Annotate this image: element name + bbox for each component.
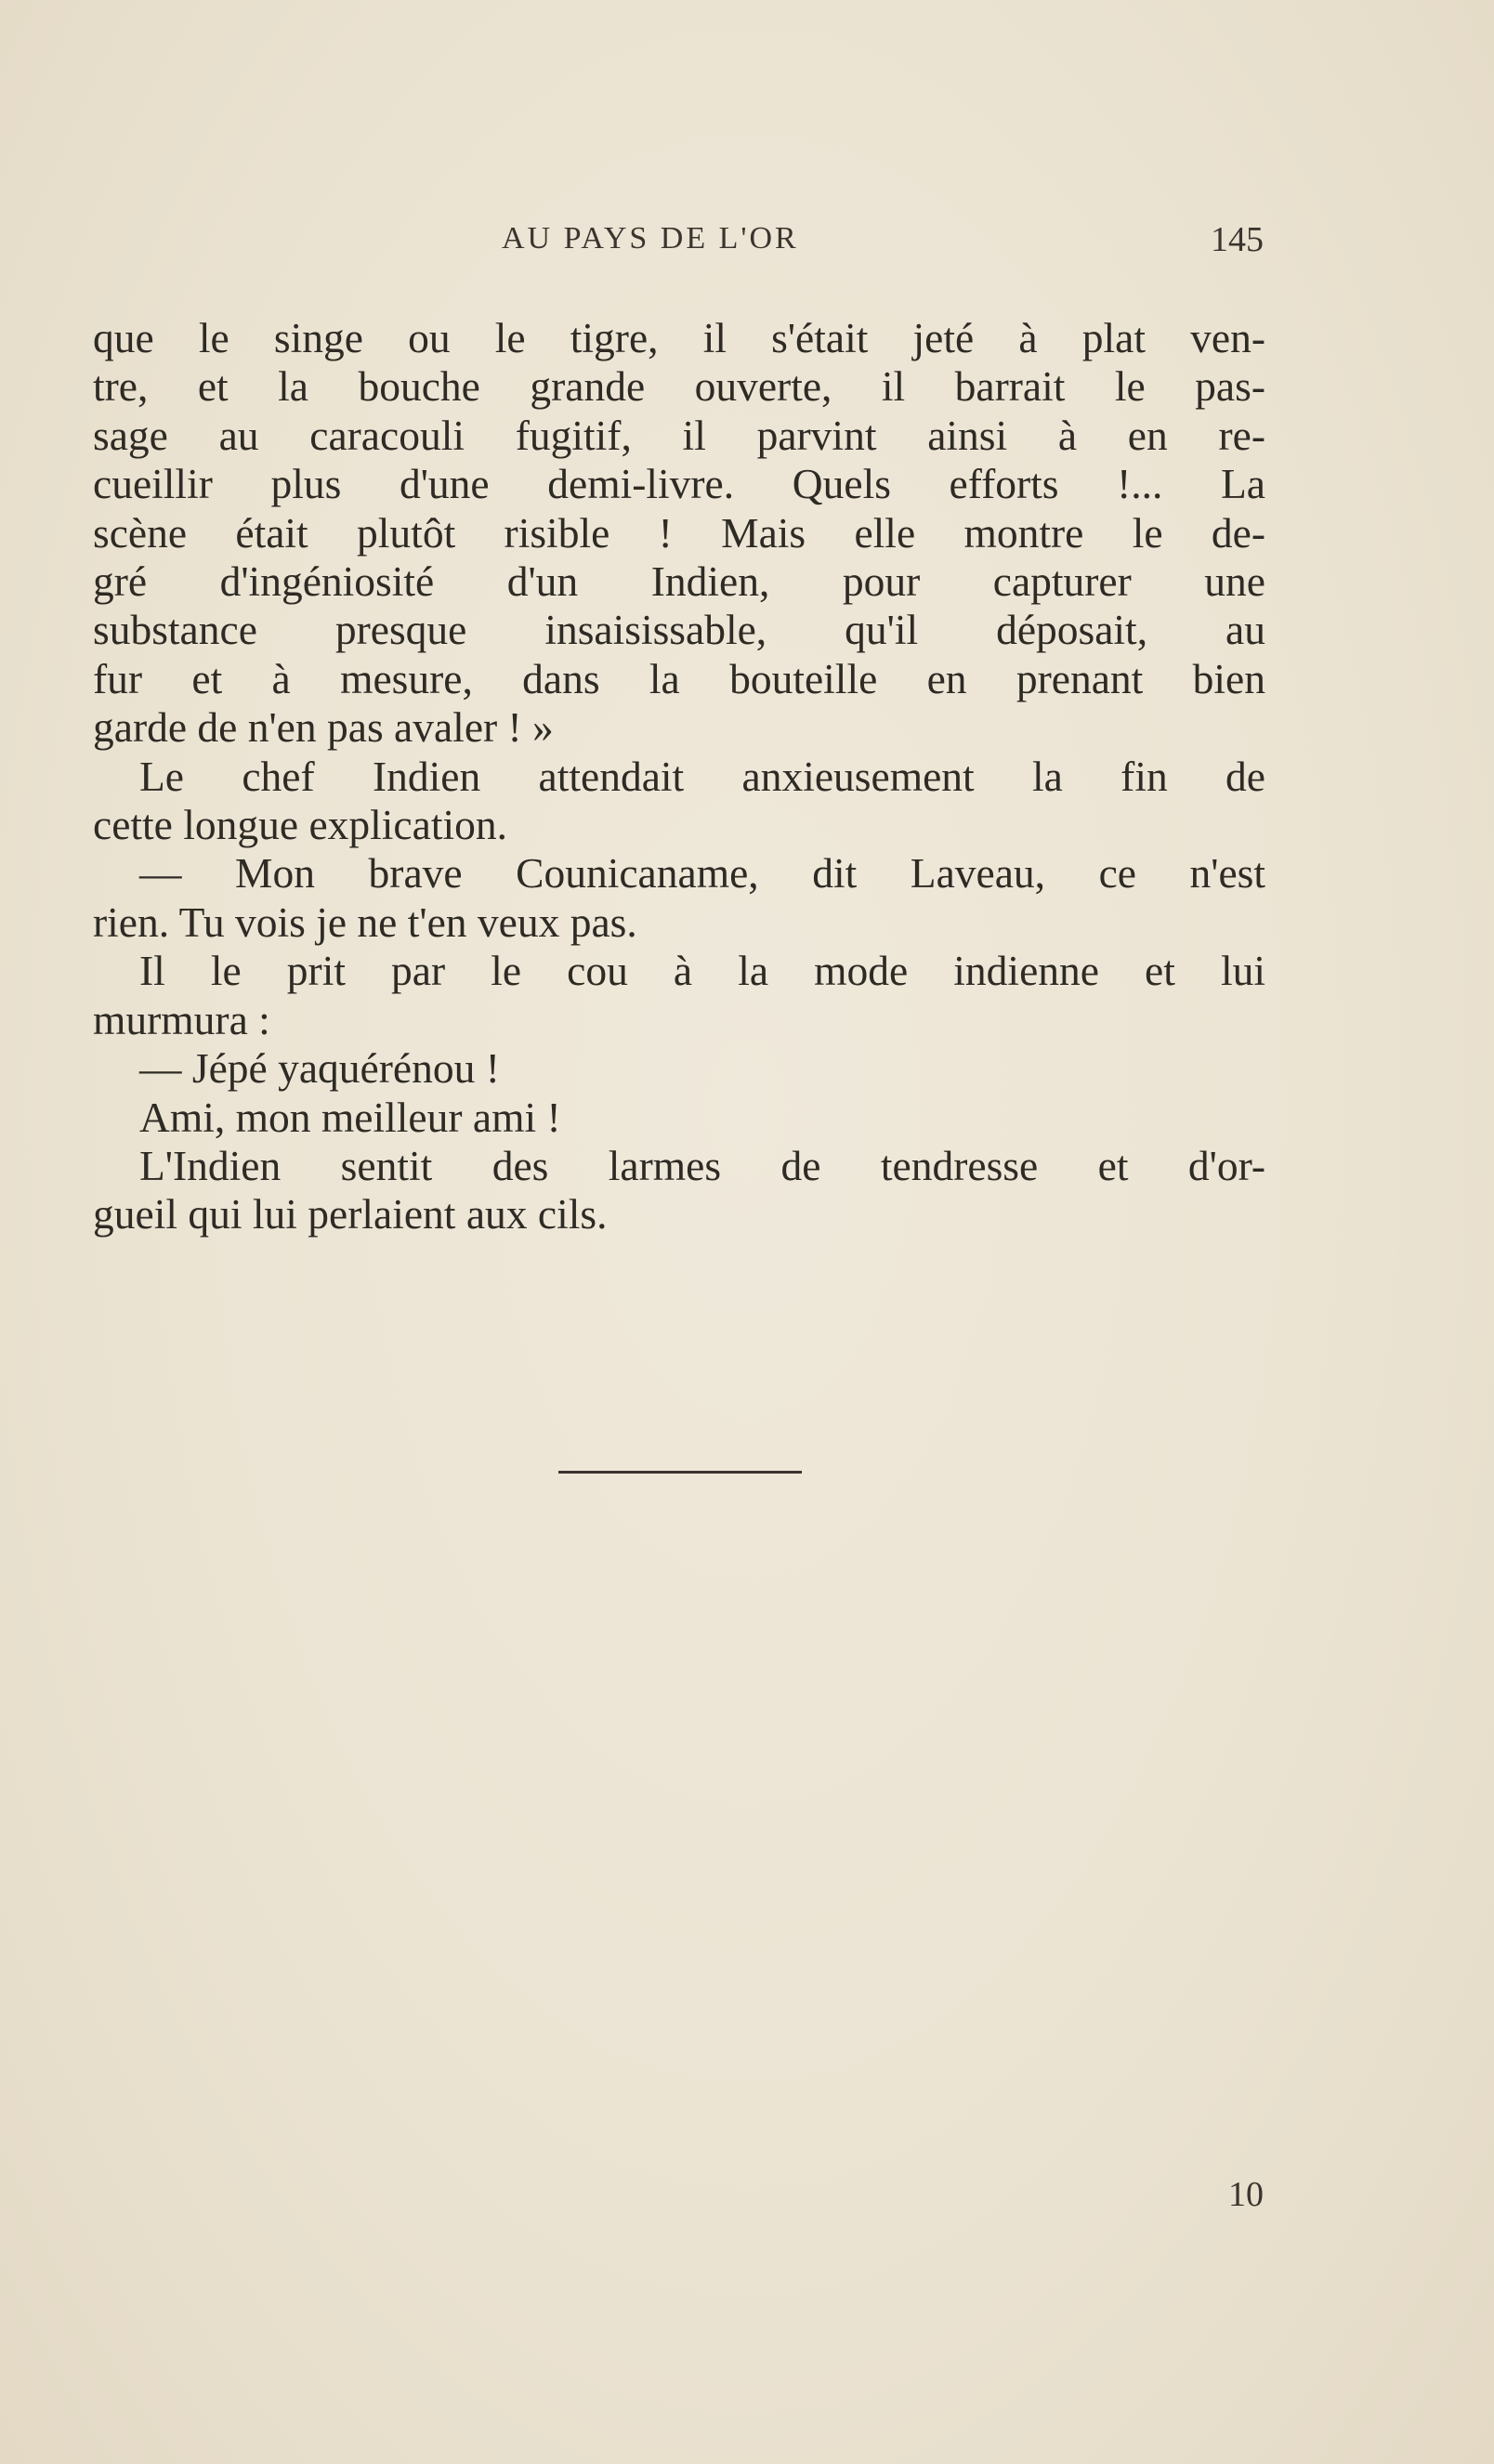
text-line: que le singe ou le tigre, il s'était jeté à plat ven-: [93, 314, 1265, 361]
running-header: [93, 221, 1264, 268]
text-line: fur et à mesure, dans la bouteille en prenant bien: [93, 654, 1265, 702]
text-line: rien. Tu vois je ne t'en veux pas.: [93, 898, 637, 946]
signature-mark: 10: [1228, 2175, 1264, 2214]
text-line: Le chef Indien attendait anxieusement la fin de: [139, 752, 1265, 800]
section-end-rule: [558, 1471, 802, 1474]
running-title: AU PAYS DE L'OR: [502, 221, 799, 256]
text-line: substance presque insaisissable, qu'il déposait, au: [93, 606, 1265, 654]
page-number: 145: [1211, 220, 1264, 259]
text-line: sage au caracouli fugitif, il parvint ainsi à en re-: [93, 411, 1265, 459]
text-line: gré d'ingéniosité d'un Indien, pour capturer une: [93, 557, 1265, 606]
text-line: — Mon brave Counicaname, dit Laveau, ce n'est: [139, 849, 1265, 898]
text-line: murmura :: [93, 995, 270, 1043]
text-line: cueillir plus d'une demi-livre. Quels efforts !... La: [93, 460, 1265, 508]
text-line: scène était plutôt risible ! Mais elle montre le de-: [93, 508, 1265, 557]
text-line: — Jépé yaquérénou !: [139, 1044, 500, 1093]
text-line: gueil qui lui perlaient aux cils.: [93, 1190, 608, 1239]
body-text: [93, 314, 1265, 1239]
text-line: Ami, mon meilleur ami !: [139, 1093, 561, 1141]
text-line: tre, et la bouche grande ouverte, il barrait le pas-: [93, 362, 1265, 411]
text-line: cette longue explication.: [93, 801, 507, 849]
text-line: Il le prit par le cou à la mode indienne et lui: [139, 947, 1265, 995]
text-line: garde de n'en pas avaler ! »: [93, 703, 554, 752]
text-line: L'Indien sentit des larmes de tendresse et d'or-: [139, 1141, 1265, 1189]
